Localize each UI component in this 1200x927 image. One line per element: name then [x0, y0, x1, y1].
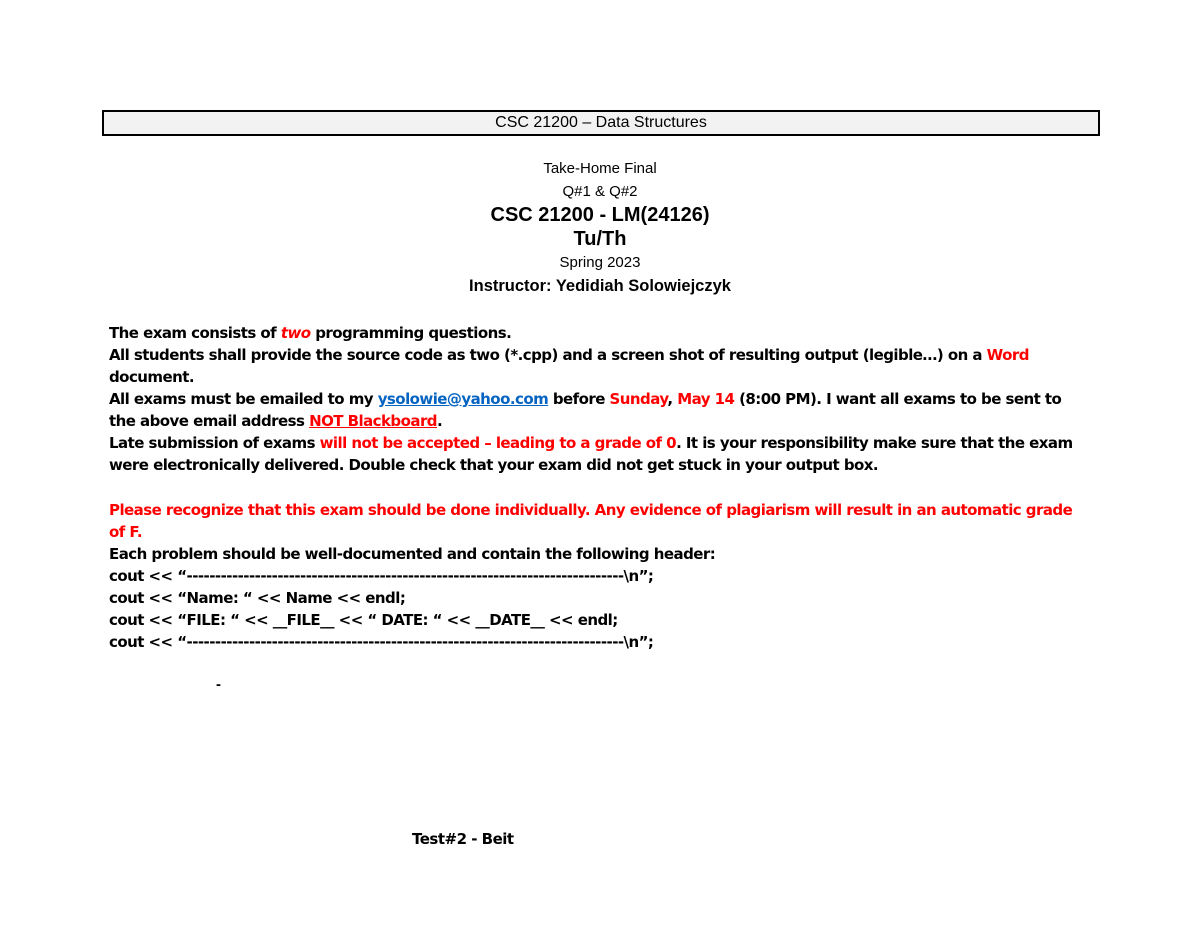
text: All exams must be emailed to my [109, 390, 378, 408]
text: The exam consists of [109, 324, 281, 342]
code-line: cout << “Name: “ << Name << endl; [109, 589, 406, 607]
paragraph-email-instructions [109, 388, 1089, 476]
text: (8:00 PM). I want all exams to be sent to the above email address [109, 390, 1062, 430]
term-label: Spring 2023 [559, 254, 641, 271]
text: . [437, 412, 443, 430]
questions-label: Q#1 & Q#2 [562, 183, 638, 200]
text: Late submission of exams [109, 434, 320, 452]
late-policy-warning: will not be accepted – leading to a grade of 0 [319, 434, 677, 452]
exam-type: Take-Home Final [543, 160, 657, 177]
emphasis-two: two [280, 324, 311, 342]
deadline-date: May 14 [677, 390, 735, 408]
text: , [667, 390, 678, 408]
text: All students shall provide the source code as two (*.cpp) and a screen shot of resulting output (legible…) on a [109, 346, 987, 364]
header-intro: Each problem should be well-documented and contain the following header: [109, 545, 716, 563]
paragraph-exam-info [109, 322, 1089, 388]
email-link[interactable]: ysolowie@yahoo.com [377, 390, 549, 408]
code-line: cout << “-----------------------------------------------------------------------------\n”; [109, 633, 654, 651]
plagiarism-warning: Please recognize that this exam should be done individually. Any evidence of plagiarism will result in an automatic grade of F. [109, 501, 1073, 541]
course-header-box: CSC 21200 – Data Structures [102, 110, 1100, 136]
text: programming questions. [310, 324, 512, 342]
days-title: Tu/Th [573, 228, 627, 250]
not-blackboard-note: NOT Blackboard [309, 412, 437, 430]
code-header-section [109, 543, 1089, 653]
code-line: cout << “FILE: “ << __FILE__ << “ DATE: “ << __DATE__ << endl; [109, 611, 618, 629]
deadline-day: Sunday [609, 390, 668, 408]
page-footer: Test#2 - Beit [412, 830, 514, 848]
line-question-count [109, 322, 1089, 344]
instructor-name: Instructor: Yedidiah Solowiejczyk [469, 277, 731, 295]
code-line: cout << “-----------------------------------------------------------------------------\n”; [109, 567, 654, 585]
word-highlight: Word [986, 346, 1029, 364]
section-title: CSC 21200 - LM(24126) [490, 204, 710, 226]
text: document. [109, 368, 195, 386]
text: before [548, 390, 610, 408]
line-submission-format [109, 344, 1089, 388]
text: . It is your responsibility make sure that the exam were electronically delivered. Double check that your exam did not get stuck in your output box. [109, 434, 1073, 474]
stray-dash: - [216, 676, 221, 693]
